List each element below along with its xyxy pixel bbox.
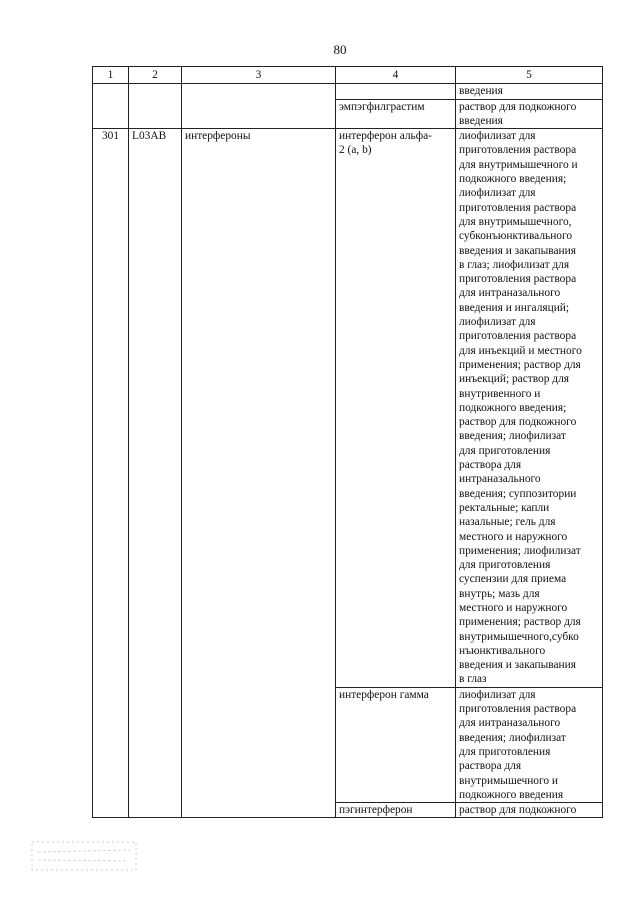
group-cell: интерфероны bbox=[182, 129, 336, 688]
drug-name-cell: интерферон альфа- 2 (a, b) bbox=[336, 129, 456, 688]
group-cell bbox=[182, 803, 336, 818]
row-number-cell bbox=[93, 84, 129, 99]
group-cell bbox=[182, 687, 336, 802]
dosage-forms-cell: лиофилизат для приготовления раствора для интраназального введения; лиофилизат для приготовления раствора для внутримышечного и подкожного введения bbox=[456, 687, 603, 802]
table-row bbox=[93, 99, 603, 129]
column-header: 3 bbox=[182, 67, 336, 84]
atc-code-cell bbox=[129, 99, 182, 129]
group-cell bbox=[182, 84, 336, 99]
row-number-cell bbox=[93, 99, 129, 129]
atc-code-cell: L03AB bbox=[129, 129, 182, 688]
column-header: 1 bbox=[93, 67, 129, 84]
table-header-row bbox=[93, 67, 603, 84]
drug-name-cell: интерферон гамма bbox=[336, 687, 456, 802]
dosage-forms-cell: раствор для подкожного bbox=[456, 803, 603, 818]
dosage-forms-cell: лиофилизат для приготовления раствора для внутримышечного и подкожного введения; лиофилизат для приготовления раствора для внутримышечного, субконъюнктивального введения и закапывания в глаз; лиофилизат для приготовления раствора для интраназального введения и ингаляций; лиофилизат для приготовления раствора для инъекций и местного применения; раствор для инъекций; раствор для внутривенного и подкожного введения; раствор для подкожного введения; лиофилизат для приготовления раствора для интраназального введения; суппозитории ректальные; капли назальные; гель для местного и наружного применения; лиофилизат для приготовления суспензии для приема внутрь; мазь для местного и наружного применения; раствор для внутримышечного,субко нъюнктивального введения и закапывания в глаз bbox=[456, 129, 603, 688]
atc-code-cell bbox=[129, 84, 182, 99]
atc-code-cell bbox=[129, 687, 182, 802]
table-row bbox=[93, 84, 603, 99]
atc-code-cell bbox=[129, 803, 182, 818]
table-row bbox=[93, 129, 603, 688]
group-cell bbox=[182, 99, 336, 129]
dosage-forms-cell: введения bbox=[456, 84, 603, 99]
table-row bbox=[93, 687, 603, 802]
column-header: 4 bbox=[336, 67, 456, 84]
faint-stamp-mark bbox=[30, 836, 140, 874]
table-row bbox=[93, 803, 603, 818]
column-header: 2 bbox=[129, 67, 182, 84]
drug-table bbox=[92, 66, 603, 818]
drug-name-cell bbox=[336, 84, 456, 99]
row-number-cell bbox=[93, 803, 129, 818]
page-number: 80 bbox=[333, 42, 347, 57]
column-header: 5 bbox=[456, 67, 603, 84]
drug-name-cell: пэгинтерферон bbox=[336, 803, 456, 818]
row-number-cell: 301 bbox=[93, 129, 129, 688]
row-number-cell bbox=[93, 687, 129, 802]
dosage-forms-cell: раствор для подкожного введения bbox=[456, 99, 603, 129]
drug-name-cell: эмпэгфилграстим bbox=[336, 99, 456, 129]
